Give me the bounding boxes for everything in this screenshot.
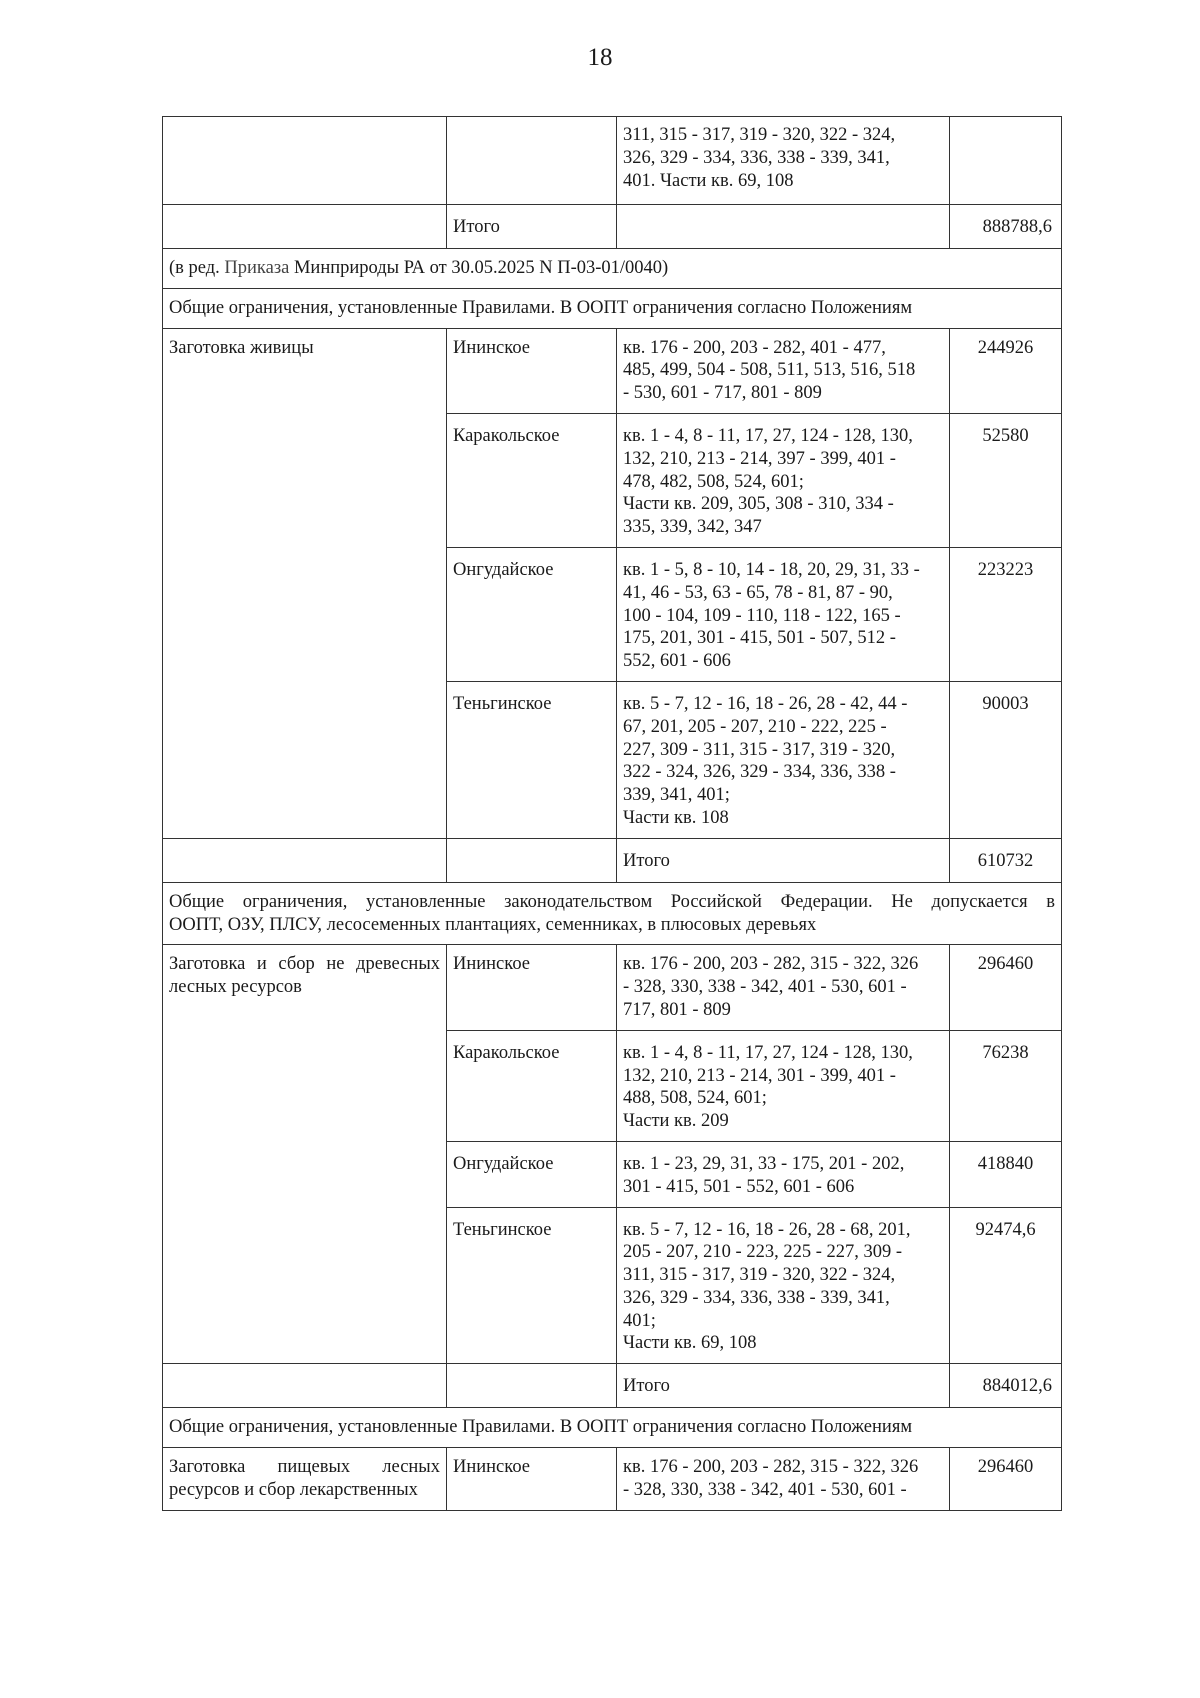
quarters-line: 205 - 207, 210 - 223, 225 - 227, 309 - — [623, 1242, 903, 1263]
quarters-line: 326, 329 - 334, 336, 338 - 339, 341, — [623, 147, 890, 168]
quarters-line: 485, 499, 504 - 508, 511, 513, 516, 518 — [623, 360, 916, 381]
forestry-name: Ининское — [447, 1448, 617, 1511]
area-value: 92474,6 — [950, 1207, 1062, 1364]
area-value: 90003 — [950, 681, 1062, 838]
quarters-line: 552, 601 - 606 — [623, 651, 731, 672]
quarters-cell — [617, 945, 950, 1030]
edition-note-row — [163, 249, 1062, 289]
quarters-line: 67, 201, 205 - 207, 210 - 222, 225 - — [623, 716, 887, 737]
total-area: 610732 — [950, 838, 1062, 882]
quarters-line: - 328, 330, 338 - 342, 401 - 530, 601 - — [623, 1479, 907, 1500]
activity-name — [163, 945, 447, 1364]
area-value: 296460 — [950, 945, 1062, 1030]
total-row — [163, 838, 1062, 882]
quarters-cell — [617, 413, 950, 547]
quarters-line: кв. 176 - 200, 203 - 282, 401 - 477, — [623, 337, 886, 358]
total-area: 884012,6 — [950, 1364, 1062, 1408]
quarters-line: 717, 801 - 809 — [623, 999, 731, 1020]
activity-cell — [163, 205, 447, 249]
activity-name: Заготовка живицы — [163, 328, 447, 838]
quarters-line: 311, 315 - 317, 319 - 320, 322 - 324, — [623, 125, 896, 145]
quarters-line: Части кв. 69, 108 — [623, 1333, 757, 1354]
quarters-cell — [617, 117, 950, 205]
restrictions-table — [162, 116, 1062, 1511]
forestry-name: Онгудайское — [447, 1141, 617, 1207]
quarters-line: 478, 482, 508, 524, 601; — [623, 471, 804, 492]
area-value: 296460 — [950, 1448, 1062, 1511]
quarters-line: Части кв. 209, 305, 308 - 310, 334 - — [623, 494, 894, 515]
quarters-line: кв. 1 - 23, 29, 31, 33 - 175, 201 - 202, — [623, 1153, 905, 1174]
restriction-line: ООПТ, ОЗУ, ПЛСУ, лесосеменных плантациях, семенниках, в плюсовых деревьях — [169, 914, 817, 935]
quarters-cell — [617, 1448, 950, 1511]
quarters-line: 41, 46 - 53, 63 - 65, 78 - 81, 87 - 90, — [623, 582, 893, 603]
quarters-cell — [617, 1207, 950, 1364]
quarters-cell — [617, 1030, 950, 1141]
activity-name-line: Заготовка пищевых лесных — [169, 1457, 440, 1478]
table-row — [163, 117, 1062, 205]
quarters-line: 326, 329 - 334, 336, 338 - 339, 341, — [623, 1287, 890, 1308]
quarters-line: Части кв. 108 — [623, 807, 729, 828]
forestry-cell — [447, 117, 617, 205]
total-area: 888788,6 — [950, 205, 1062, 249]
restriction-text — [163, 882, 1062, 945]
quarters-line: кв. 176 - 200, 203 - 282, 315 - 322, 326 — [623, 954, 919, 975]
table-row — [163, 328, 1062, 413]
quarters-line: кв. 5 - 7, 12 - 16, 18 - 26, 28 - 68, 201, — [623, 1219, 911, 1240]
table-row — [163, 945, 1062, 1030]
quarters-cell — [617, 547, 950, 681]
edition-note — [163, 249, 1062, 289]
edition-note-prefix: (в ред. — [169, 258, 225, 278]
quarters-cell — [617, 205, 950, 249]
area-value: 244926 — [950, 328, 1062, 413]
restriction-line: Общие ограничения, установленные законодательством Российской Федерации. Не допускается в — [169, 891, 1055, 912]
quarters-line: 335, 339, 342, 347 — [623, 517, 762, 538]
quarters-line: 132, 210, 213 - 214, 397 - 399, 401 - — [623, 448, 896, 469]
forestry-name: Каракольское — [447, 413, 617, 547]
quarters-cell — [617, 1141, 950, 1207]
forestry-cell — [447, 1364, 617, 1408]
activity-name-line: ресурсов и сбор лекарственных — [169, 1479, 418, 1500]
activity-name — [163, 1448, 447, 1511]
area-value: 418840 — [950, 1141, 1062, 1207]
forestry-name: Ининское — [447, 328, 617, 413]
quarters-cell — [617, 681, 950, 838]
quarters-line: 322 - 324, 326, 329 - 334, 336, 338 - — [623, 762, 896, 783]
quarters-line: кв. 5 - 7, 12 - 16, 18 - 26, 28 - 42, 44 - — [623, 693, 908, 714]
quarters-line: - 530, 601 - 717, 801 - 809 — [623, 383, 822, 404]
quarters-cell — [617, 328, 950, 413]
area-value: 76238 — [950, 1030, 1062, 1141]
area-cell — [950, 117, 1062, 205]
quarters-line: 301 - 415, 501 - 552, 601 - 606 — [623, 1176, 855, 1197]
total-row — [163, 1364, 1062, 1408]
restriction-row — [163, 288, 1062, 328]
quarters-line: 175, 201, 301 - 415, 501 - 507, 512 - — [623, 628, 896, 649]
quarters-line: 132, 210, 213 - 214, 301 - 399, 401 - — [623, 1065, 896, 1086]
quarters-line: кв. 176 - 200, 203 - 282, 315 - 322, 326 — [623, 1457, 919, 1478]
activity-cell — [163, 1364, 447, 1408]
quarters-line: - 328, 330, 338 - 342, 401 - 530, 601 - — [623, 977, 907, 998]
area-value: 223223 — [950, 547, 1062, 681]
restriction-row — [163, 882, 1062, 945]
restriction-text: Общие ограничения, установленные Правилами. В ООПТ ограничения согласно Положениям — [163, 288, 1062, 328]
forestry-name: Каракольское — [447, 1030, 617, 1141]
total-row — [163, 205, 1062, 249]
quarters-line: кв. 1 - 4, 8 - 11, 17, 27, 124 - 128, 130, — [623, 425, 913, 446]
total-label: Итого — [447, 205, 617, 249]
restriction-text: Общие ограничения, установленные Правилами. В ООПТ ограничения согласно Положениям — [163, 1408, 1062, 1448]
quarters-line: кв. 1 - 5, 8 - 10, 14 - 18, 20, 29, 31, 33 - — [623, 559, 920, 580]
total-label: Итого — [617, 838, 950, 882]
quarters-line: 488, 508, 524, 601; — [623, 1088, 767, 1109]
quarters-line: 100 - 104, 109 - 110, 118 - 122, 165 - — [623, 605, 901, 626]
activity-cell — [163, 117, 447, 205]
forestry-cell — [447, 838, 617, 882]
quarters-line: 401. Части кв. 69, 108 — [623, 170, 794, 191]
quarters-line: 401; — [623, 1310, 656, 1331]
forestry-name: Онгудайское — [447, 547, 617, 681]
quarters-line: Части кв. 209 — [623, 1111, 729, 1132]
forestry-name: Ининское — [447, 945, 617, 1030]
order-link[interactable]: Приказа — [224, 258, 290, 278]
activity-name-line: лесных ресурсов — [169, 977, 302, 998]
area-value: 52580 — [950, 413, 1062, 547]
quarters-line: 339, 341, 401; — [623, 785, 730, 806]
edition-note-suffix: Минприроды РА от 30.05.2025 N П-03-01/0040) — [289, 258, 669, 278]
restriction-row — [163, 1408, 1062, 1448]
forestry-name: Теньгинское — [447, 681, 617, 838]
quarters-line: 311, 315 - 317, 319 - 320, 322 - 324, — [623, 1265, 896, 1286]
table-row — [163, 1448, 1062, 1511]
activity-cell — [163, 838, 447, 882]
forestry-name: Теньгинское — [447, 1207, 617, 1364]
page-number: 18 — [587, 44, 613, 71]
total-label: Итого — [617, 1364, 950, 1408]
quarters-line: кв. 1 - 4, 8 - 11, 17, 27, 124 - 128, 130, — [623, 1042, 913, 1063]
activity-name-line: Заготовка и сбор не древесных — [169, 954, 440, 975]
quarters-line: 227, 309 - 311, 315 - 317, 319 - 320, — [623, 739, 896, 760]
